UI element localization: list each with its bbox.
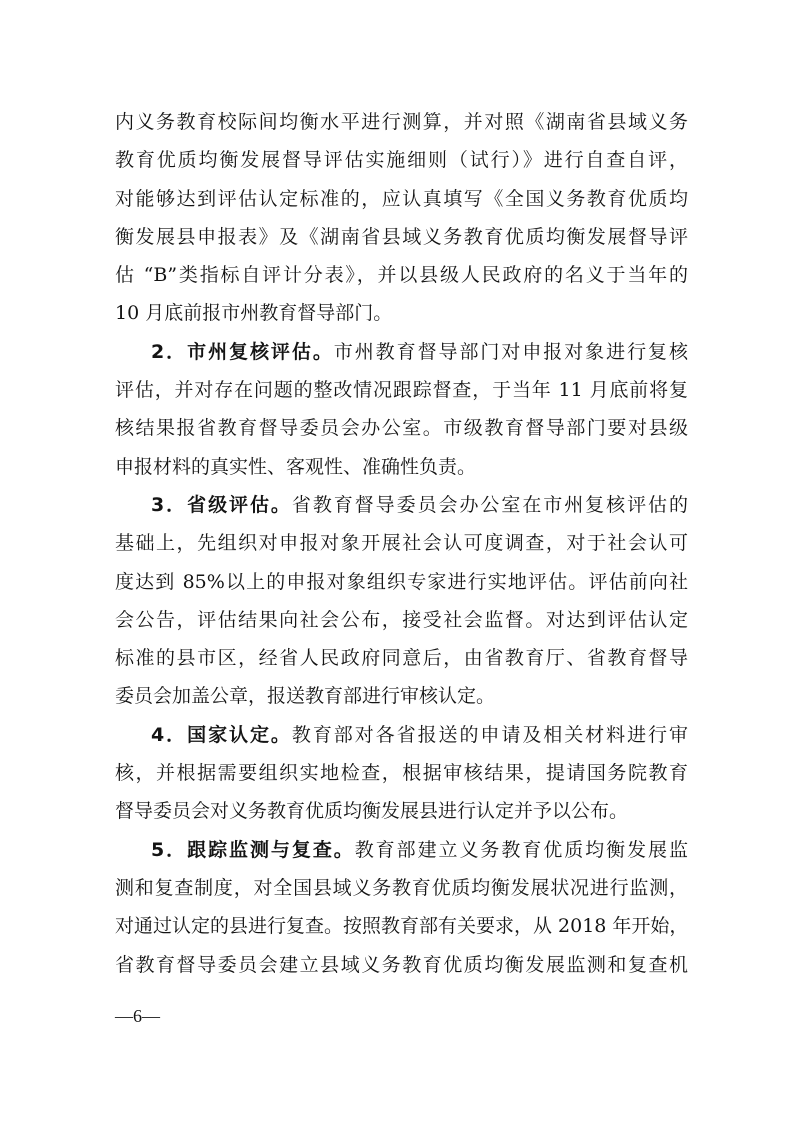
paragraph <box>115 831 688 984</box>
text-line <box>115 831 688 869</box>
text-line: 核结果报省教育督导委员会办公室。市级教育督导部门要对县级 <box>115 417 688 440</box>
paragraph <box>115 486 688 716</box>
text-line <box>115 486 688 524</box>
text-line: 委员会加盖公章，报送教育部进行审核认定。 <box>115 685 496 708</box>
paragraph <box>115 716 688 831</box>
text-line: 督导委员会对义务教育优质均衡发展县进行认定并予以公布。 <box>115 800 629 823</box>
text-span: 教育部对各省报送的申请及相关材料进行审 <box>291 723 688 746</box>
text-line: 标准的县市区，经省人民政府同意后，由省教育厅、省教育督导 <box>115 647 688 670</box>
paragraph <box>115 103 688 333</box>
page-number: —6— <box>115 1006 160 1026</box>
text-line <box>115 333 688 371</box>
body-text <box>115 103 688 984</box>
text-line: 内义务教育校际间均衡水平进行测算，并对照《湖南省县域义务 <box>115 111 688 133</box>
text-line: 估 “B”类指标自评计分表》，并以县级人民政府的名义于当年的 <box>115 264 688 287</box>
section-heading: 3．省级评估。 <box>151 493 292 516</box>
text-line: 教育优质均衡发展督导评估实施细则（试行）》进行自查自评， <box>115 149 688 172</box>
text-span: 市州教育督导部门对申报对象进行复核 <box>333 340 688 363</box>
text-span: 省教育督导委员会办公室在市州复核评估的 <box>291 493 688 516</box>
text-line: 申报材料的真实性、客观性、准确性负责。 <box>115 455 477 478</box>
text-line: 对通过认定的县进行复查。按照教育部有关要求，从 2018 年开始， <box>115 915 689 938</box>
paragraph <box>115 333 688 486</box>
text-line: 基础上，先组织对申报对象开展社会认可度调查，对于社会认可 <box>115 532 688 555</box>
text-line: 会公告，评估结果向社会公布，接受社会监督。对达到评估认定 <box>115 608 688 631</box>
text-line: 测和复查制度，对全国县域义务教育优质均衡发展状况进行监测， <box>115 876 688 899</box>
text-line: 衡发展县申报表》及《湖南省县域义务教育优质均衡发展督导评 <box>115 225 688 248</box>
text-line: 省教育督导委员会建立县域义务教育优质均衡发展监测和复查机 <box>115 953 688 976</box>
section-heading: 4．国家认定。 <box>151 723 292 746</box>
text-line: 核，并根据需要组织实地检查，根据审核结果，提请国务院教育 <box>115 762 688 785</box>
section-heading: 2．市州复核评估。 <box>151 340 334 363</box>
section-heading: 5．跟踪监测与复查。 <box>151 838 355 861</box>
text-span: 教育部建立义务教育优质均衡发展监 <box>354 838 688 861</box>
text-line <box>115 716 688 754</box>
text-line: 10 月底前报市州教育督导部门。 <box>115 302 393 325</box>
text-line: 评估，并对存在问题的整改情况跟踪督查，于当年 11 月底前将复 <box>115 379 688 402</box>
text-line: 度达到 85%以上的申报对象组织专家进行实地评估。评估前向社 <box>115 570 688 593</box>
text-line: 对能够达到评估认定标准的，应认真填写《全国义务教育优质均 <box>115 187 688 210</box>
